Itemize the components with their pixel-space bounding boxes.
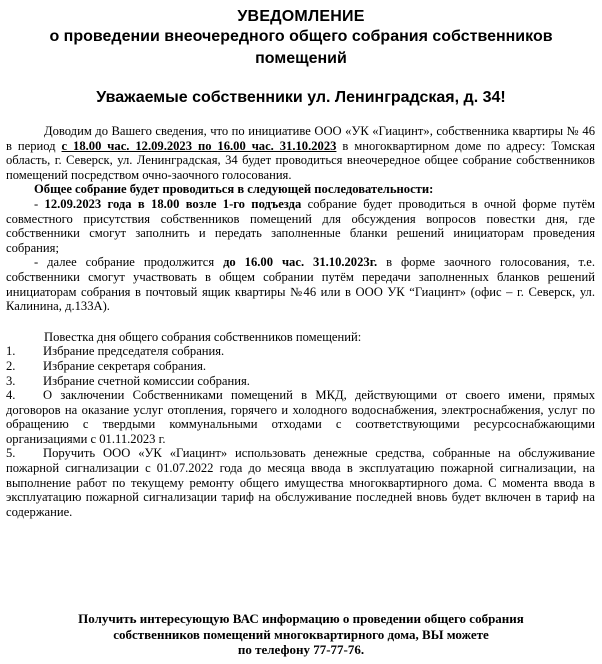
agenda-item-text: Избрание секретаря собрания.: [43, 358, 207, 373]
step-2-date: до 16.00 час. 31.10.2023г.: [223, 255, 378, 270]
notice-body: [0, 124, 602, 519]
spacer: [6, 314, 595, 330]
agenda-heading: Повестка дня общего собрания собственников помещений:: [44, 329, 362, 344]
agenda-item-number: 2.: [6, 358, 16, 373]
intro-paragraph: [6, 124, 595, 182]
step-2-paragraph: [6, 255, 595, 313]
agenda-item-text: О заключении Собственниками помещений в МКД, действующими от своего имени, прямых договоров на оказание услуг отопления, горячего и холодного водоснабжения, электроснабжения, услуг по обращению с твердыми коммунальными отходами с соответствующими ресурсоснабжающими организациями с 01.11.2023 г.: [6, 388, 595, 446]
footer-line-1: Получить интересующую ВАС информацию о проведении общего собрания: [78, 611, 524, 626]
meeting-period: с 18.00 час. 12.09.2023 по 16.00 час. 31.10.2023: [61, 138, 337, 153]
notice-subtitle: [0, 26, 602, 70]
intro-text-1: Доводим до Вашего сведения, что по инициативе ООО «УК «Гиацинт», собственника квартиры № 46 в период: [6, 124, 595, 153]
step-1-paragraph: [6, 197, 595, 255]
agenda-item-number: 3.: [6, 373, 16, 388]
step-2-prefix: - далее собрание продолжится: [34, 255, 224, 270]
footer-line-2: собственников помещений многоквартирного дома, ВЫ можете: [113, 626, 489, 642]
agenda-item: [6, 374, 595, 389]
agenda-item-number: 5.: [6, 446, 16, 461]
agenda-item-number: 4.: [6, 388, 16, 403]
step-1-prefix: -: [34, 196, 45, 211]
footer-line-3: по телефону 77-77-76.: [237, 642, 365, 657]
agenda-item: [6, 446, 595, 519]
agenda-item-text: Избрание счетной комиссии собрания.: [43, 373, 250, 388]
notice-title: УВЕДОМЛЕНИЕ: [237, 8, 365, 25]
greeting-heading: Уважаемые собственники ул. Ленинградская, д. 34!: [96, 89, 506, 106]
subtitle-line-1: о проведении внеочередного общего собрания собственников: [49, 28, 553, 45]
intro-text-2: в многоквартирном доме по адресу: Томская область, г. Северск, ул. Ленинградская, 34 будет проводиться внеочередное общее собрание собственников помещений посредством очно-заочного голосования.: [6, 138, 595, 182]
step-1-text: собрание будет проводиться в очной форме путём совместного присутствия собственников помещений для обсуждения вопросов повестки дня, где собственники смогут заполнить и передать заполненные бланки решений инициаторам проведения собрания;: [6, 196, 596, 255]
agenda-item-text: Поручить ООО «УК «Гиацинт» использовать денежные средства, собранные на обслуживание пожарной сигнализации с 01.07.2022 года до месяца ввода в эксплуатацию пожарной сигнализации, на выполнение работ по текущему ремонту общего имущества многоквартирного дома. С момента ввода в эксплуатацию пожарной сигнализации тариф на обслуживание последней вновь будет включен в тариф на содержание.: [6, 446, 595, 519]
agenda-item-number: 1.: [6, 344, 16, 359]
step-1-date: 12.09.2023 года в 18.00 возле 1-го подъезда: [44, 196, 302, 211]
subtitle-line-2: помещений: [255, 50, 347, 67]
footer-notice: [0, 611, 602, 658]
agenda-item: [6, 344, 595, 359]
agenda-item: [6, 388, 595, 446]
sequence-heading: Общее собрание будет проводиться в следующей последовательности:: [34, 182, 434, 197]
step-2-text: в форме заочного голосования, т.е. собственники смогут участвовать в общем собрании путём передачи заполненных бланков решений инициаторам собрания в почтовый ящик квартиры №46 или в ООО УК “Гиацинт» (офис – г. Северск, ул. Калинина, д.133А).: [6, 255, 595, 314]
agenda-item: [6, 359, 595, 374]
agenda-item-text: Избрание председателя собрания.: [43, 344, 225, 359]
